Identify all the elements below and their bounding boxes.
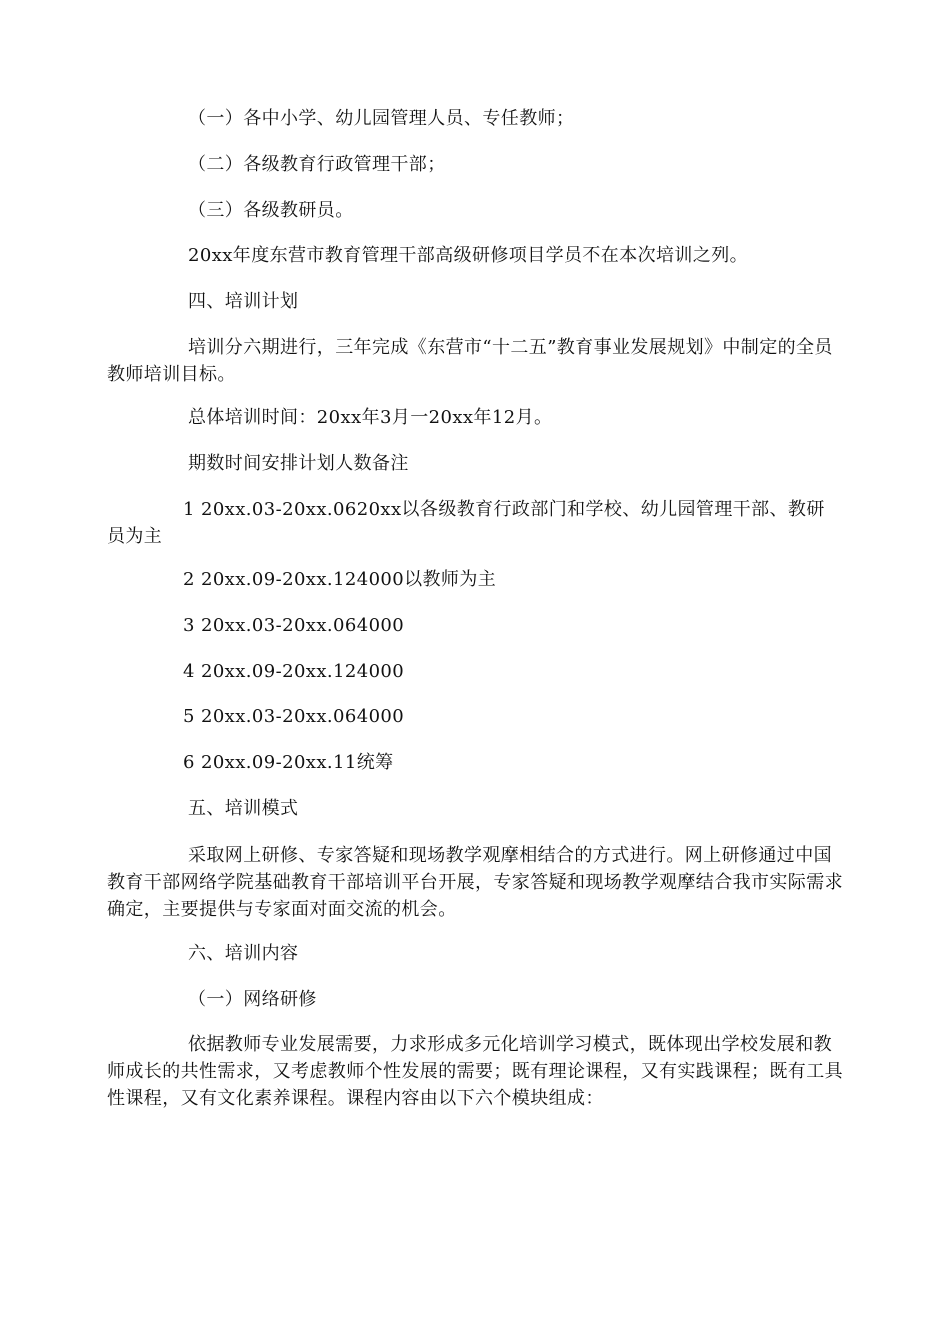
section-heading-5: 五、培训模式	[188, 798, 299, 819]
paragraph-7: 总体培训时间：20xx年3月一20xx年12月。	[188, 407, 553, 428]
section-heading-4: 四、培训计划	[188, 291, 299, 312]
paragraph-4: 20xx年度东营市教育管理干部高级研修项目学员不在本次培训之列。	[188, 245, 749, 266]
schedule-row-3: 3 20xx.03-20xx.064000	[183, 615, 405, 636]
paragraph-6: 培训分六期进行，三年完成《东营市“十二五”教育事业发展规划》中制定的全员教师培训目标。	[107, 337, 833, 385]
paragraph-2: （二）各级教育行政管理干部；	[188, 154, 446, 175]
paragraph-16: 采取网上研修、专家答疑和现场教学观摩相结合的方式进行。网上研修通过中国教育干部网络学院基础教育干部培训平台开展，专家答疑和现场教学观摩结合我市实际需求确定，主要提供与专家面对面交流的机会。	[107, 845, 843, 920]
schedule-row-5: 5 20xx.03-20xx.064000	[183, 706, 405, 727]
schedule-row-4: 4 20xx.09-20xx.124000	[183, 661, 405, 682]
schedule-row-6: 6 20xx.09-20xx.11统筹	[183, 752, 394, 773]
paragraph-19: 依据教师专业发展需要，力求形成多元化培训学习模式，既体现出学校发展和教师成长的共性需求，又考虑教师个性发展的需要；既有理论课程，又有实践课程；既有工具性课程，又有文化素养课程。课程内容由以下六个模块组成：	[107, 1034, 843, 1109]
schedule-row-1: 1 20xx.03-20xx.0620xx以各级教育行政部门和学校、幼儿园管理干部、教研员为主	[107, 499, 825, 547]
schedule-header: 期数时间安排计划人数备注	[188, 453, 409, 474]
schedule-row-2: 2 20xx.09-20xx.124000以教师为主	[183, 569, 497, 590]
paragraph-3: （三）各级教研员。	[188, 200, 354, 221]
paragraph-1: （一）各中小学、幼儿园管理人员、专任教师；	[188, 108, 575, 129]
section-heading-6: 六、培训内容	[188, 943, 299, 964]
subsection-heading: （一）网络研修	[188, 989, 317, 1010]
